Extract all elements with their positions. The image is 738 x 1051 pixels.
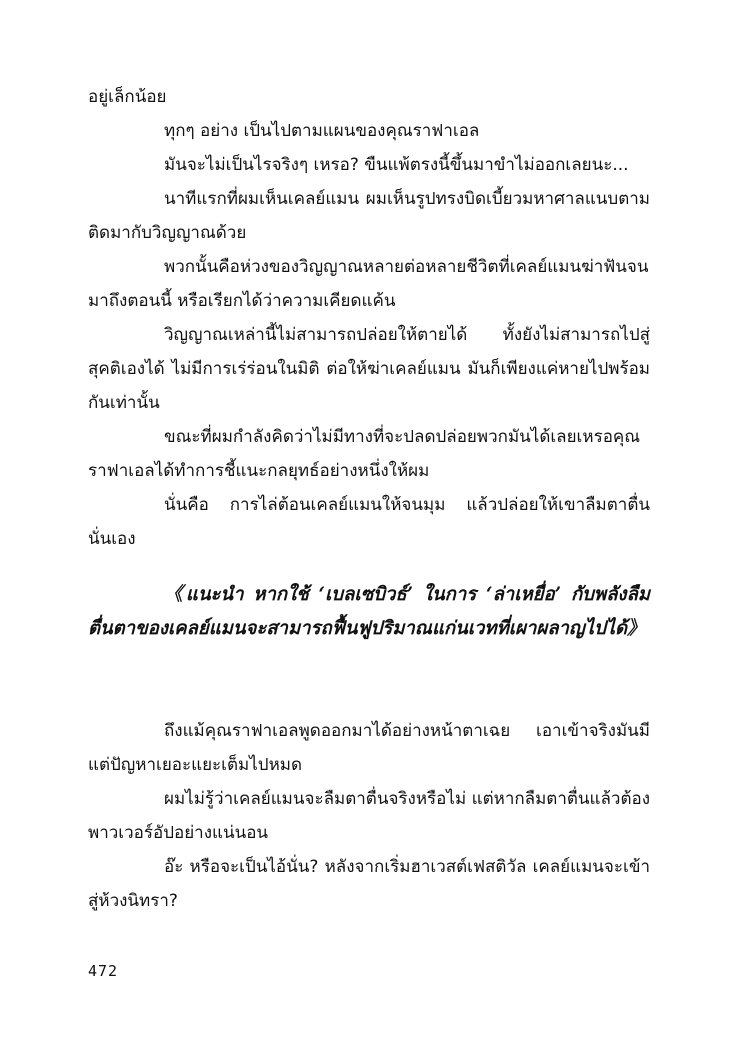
callout-text: 《แนะนำ หากใช้ ‘เบลเซบิวธ์’ ในการ ‘ล่าเหยื่อ’ กับพลังลืมตื่นตาของเคลย์แมนจะสามารถฟื้นฟูปริมาณแก่นเวทที่เผาผลาญไปได้》 [88, 584, 650, 639]
page-number: 472 [88, 962, 119, 980]
paragraph: ขณะที่ผมกำลังคิดว่าไม่มีทางที่จะปลดปล่อยพวกมันได้เลยเหรอคุณราฟาเอลได้ทำการชี้แนะกลยุทธ์อย่างหนึ่งให้ผม [88, 427, 641, 481]
paragraph: ทุกๆ อย่าง เป็นไปตามแผนของคุณราฟาเอล [164, 121, 480, 141]
paragraph: ผมไม่รู้ว่าเคลย์แมนจะลืมตาตื่นจริงหรือไม่ แต่หากลืมตาตื่นแล้วต้องพาวเวอร์อัปอย่างแน่นอน [88, 789, 650, 843]
paragraph: วิญญาณเหล่านี้ไม่สามารถปล่อยให้ตายได้ ทั้งยังไม่สามารถไปสู่สุคติเองได้ ไม่มีการเร่ร่อนในมิติ ต่อให้ฆ่าเคลย์แมน มันก็เพียงแค่หายไปพร้อมกันเท่านั้น [88, 325, 650, 413]
paragraph: นาทีแรกที่ผมเห็นเคลย์แมน ผมเห็นรูปทรงบิดเบี้ยวมหาศาลแนบตามติดมากับวิญญาณด้วย [88, 189, 650, 243]
body-text-bottom [88, 714, 650, 918]
paragraph: นั่นคือ การไล่ต้อนเคลย์แมนให้จนมุม แล้วปล่อยให้เขาลืมตาตื่นนั่นเอง [88, 495, 650, 549]
paragraph: ถึงแม้คุณราฟาเอลพูดออกมาได้อย่างหน้าตาเฉย เอาเข้าจริงมันมีแต่ปัญหาเยอะแยะเต็มไปหมด [88, 721, 650, 775]
paragraph: อยู่เล็กน้อย [88, 87, 167, 107]
paragraph: พวกนั้นคือห่วงของวิญญาณหลายต่อหลายชีวิตที่เคลย์แมนฆ่าฟันจนมาถึงตอนนี้ หรือเรียกได้ว่าความเคียดแค้น [88, 257, 649, 311]
paragraph: มันจะไม่เป็นไรจริงๆ เหรอ? ขืนแพ้ตรงนี้ขึ้นมาขำไม่ออกเลยนะ... [164, 155, 629, 175]
body-text-top [88, 80, 650, 556]
paragraph: อ๊ะ หรือจะเป็นไอ้นั่น? หลังจากเริ่มฮาเวสต์เฟสติวัล เคลย์แมนจะเข้าสู่ห้วงนิทรา? [88, 857, 650, 911]
